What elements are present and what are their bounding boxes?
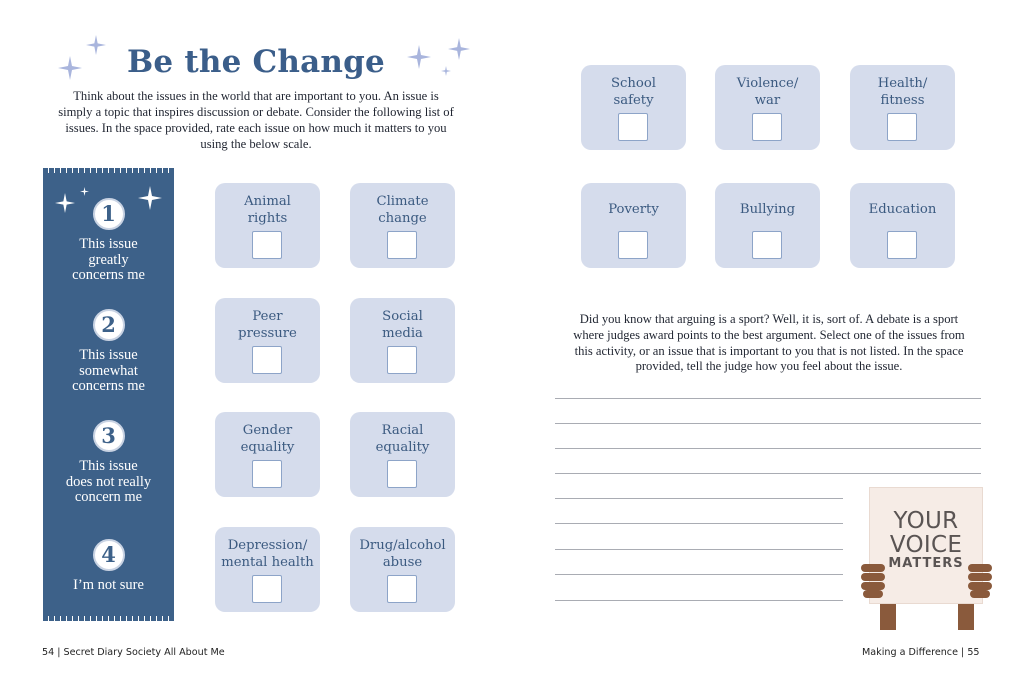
issue-label: Health/ fitness: [877, 76, 928, 108]
issue-label: Violence/ war: [736, 76, 799, 108]
rating-checkbox[interactable]: [752, 231, 782, 259]
issue-card-health-fitness: [850, 65, 955, 150]
writing-line[interactable]: [555, 549, 843, 550]
sparkle-star-icon: [441, 66, 451, 76]
issue-card-climate-change: [350, 183, 455, 268]
scale-description: This issue greatly concerns me: [72, 236, 145, 283]
issue-label: Education: [868, 202, 937, 217]
rating-checkbox[interactable]: [252, 575, 282, 603]
rating-checkbox[interactable]: [752, 113, 782, 141]
issue-card-peer-pressure: [215, 298, 320, 383]
writing-line[interactable]: [555, 574, 843, 575]
rating-checkbox[interactable]: [618, 231, 648, 259]
sign-text-matters: MATTERS: [888, 556, 964, 571]
rating-checkbox[interactable]: [252, 346, 282, 374]
scale-number-badge: 1: [93, 198, 125, 230]
issue-label: Depression/ mental health: [221, 538, 314, 570]
writing-line[interactable]: [555, 473, 981, 474]
issue-card-racial-equality: [350, 412, 455, 497]
page-footer-right: Making a Difference | 55: [862, 647, 980, 658]
rating-checkbox[interactable]: [387, 460, 417, 488]
rating-checkbox[interactable]: [252, 231, 282, 259]
issue-label: Animal rights: [244, 194, 291, 226]
rating-checkbox[interactable]: [252, 460, 282, 488]
issue-card-education: [850, 183, 955, 268]
issue-card-school-safety: [581, 65, 686, 150]
rating-checkbox[interactable]: [887, 231, 917, 259]
issue-label: Drug/alcohol abuse: [359, 538, 446, 570]
issue-label: School safety: [610, 76, 656, 108]
writing-line[interactable]: [555, 600, 843, 601]
rating-checkbox[interactable]: [387, 575, 417, 603]
right-page: [512, 0, 1024, 683]
writing-line[interactable]: [555, 523, 843, 524]
scale-number-badge: 4: [93, 539, 125, 571]
scale-description: I’m not sure: [73, 577, 144, 593]
sparkle-star-icon: [58, 56, 82, 80]
issue-label: Racial equality: [375, 423, 430, 455]
rating-checkbox[interactable]: [387, 346, 417, 374]
issue-card-poverty: [581, 183, 686, 268]
writing-line[interactable]: [555, 448, 981, 449]
scale-description: This issue somewhat concerns me: [72, 347, 145, 394]
scale-number-badge: 3: [93, 420, 125, 452]
issue-label: Bullying: [739, 202, 796, 217]
page-footer-left: 54 | Secret Diary Society All About Me: [42, 647, 225, 658]
issue-card-depression-mental-health: [215, 527, 320, 612]
rating-checkbox[interactable]: [618, 113, 648, 141]
scale-number-badge: 2: [93, 309, 125, 341]
writing-line[interactable]: [555, 423, 981, 424]
scale-item-1: [43, 198, 174, 284]
issue-label: Poverty: [608, 202, 659, 217]
writing-line[interactable]: [555, 398, 981, 399]
sign-text-your: YOUR: [893, 508, 959, 534]
hand-icon: [964, 560, 994, 600]
rating-checkbox[interactable]: [387, 231, 417, 259]
rating-checkbox[interactable]: [887, 113, 917, 141]
debate-prompt: Did you know that arguing is a sport? Well, it is, sort of. A debate is a sport where judges award points to the best argument. Select one of the issues from this activity, or an issue that is important to you that is not listed. In the space provided, tell the judge how you feel about the issue.: [573, 312, 965, 374]
issue-card-bullying: [715, 183, 820, 268]
issue-label: Climate change: [376, 194, 429, 226]
page-title: Be the Change: [127, 44, 385, 80]
issue-card-animal-rights: [215, 183, 320, 268]
sparkle-star-icon: [80, 187, 89, 196]
scale-item-4: [43, 539, 174, 594]
scale-item-2: [43, 309, 174, 395]
writing-line[interactable]: [555, 498, 843, 499]
sparkle-star-icon: [448, 38, 470, 60]
issue-card-gender-equality: [215, 412, 320, 497]
scale-item-3: [43, 420, 174, 506]
scale-description: This issue does not really concern me: [65, 458, 152, 505]
issue-label: Social media: [382, 309, 423, 341]
issue-label: Gender equality: [240, 423, 295, 455]
issue-card-violence-war: [715, 65, 820, 150]
sign-text-voice: VOICE: [889, 532, 963, 558]
issue-card-drug-alcohol-abuse: [350, 527, 455, 612]
issue-label: Peer pressure: [238, 309, 297, 341]
rating-scale-panel: [43, 171, 174, 618]
intro-text: Think about the issues in the world that are important to you. An issue is simply a topic that inspires discussion or debate. Consider the following list of issues. In the space provided, rate each issue on how much it matters to you using the below scale.: [58, 89, 454, 151]
hand-icon: [859, 560, 889, 600]
issue-card-social-media: [350, 298, 455, 383]
